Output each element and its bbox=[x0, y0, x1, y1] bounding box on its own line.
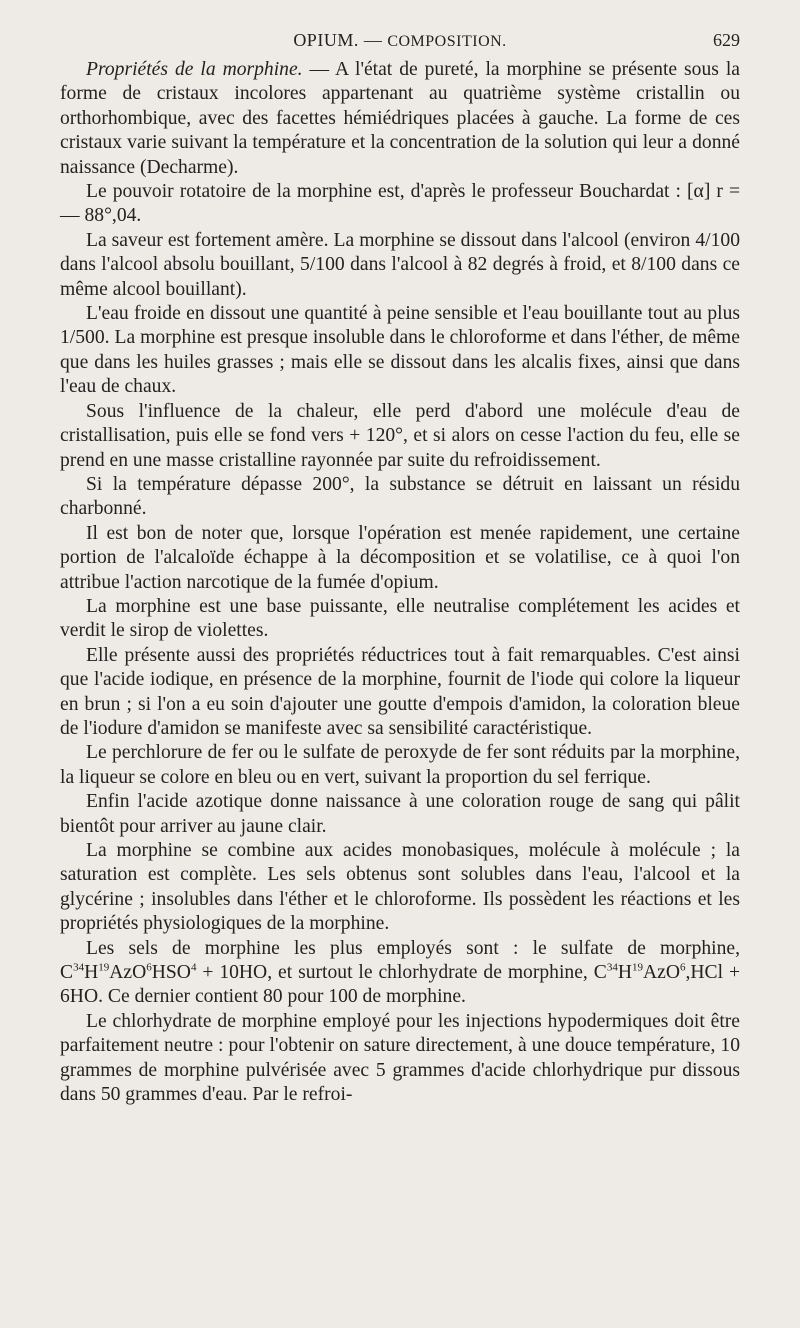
paragraph-temperature bbox=[60, 473, 740, 522]
paragraph-text: La morphine se combine aux acides monobasiques, molécule à molécule ; la saturation est complète. Les sels obtenus sont solubles dans l'eau, l'alcool et la glycérine ; insolubles dans l'éther et le chloroforme. Ils possèdent les réactions et les propriétés physiologiques de la morphine. bbox=[60, 840, 740, 935]
paragraph-text: La saveur est fortement amère. La morphine se dissout dans l'alcool (environ 4/100 dans l'alcool absolu bouillant, 5/100 dans l'alcool à 82 degrés à froid, et 8/100 dans ce même alcool bouillant). bbox=[60, 229, 740, 300]
paragraph-text: Elle présente aussi des propriétés réductrices tout à fait remarquables. C'est ainsi que l'acide iodique, en présence de la morphine, fournit de l'iode qui colore la liqueur en brun ; si l'on a eu soin d'ajouter une goutte d'empois d'amidon, la coloration bleue de l'iodure d'amidon se manifeste avec sa sensibilité caractéristique. bbox=[60, 644, 740, 739]
paragraph-text: Le chlorhydrate de morphine employé pour les injections hypodermiques doit être parfaitement neutre : pour l'obtenir on sature directement, à une douce température, 10 grammes de morphine pulvérisée avec 5 grammes d'acide chlorhydrique pur dissous dans 50 grammes d'eau. Par le refroi- bbox=[60, 1010, 740, 1106]
paragraph-text: Le pouvoir rotatoire de la morphine est, d'après le professeur Bouchardat : bbox=[86, 181, 688, 203]
paragraph-chlorhydrate-preparation bbox=[60, 1010, 740, 1108]
paragraph-text: Les sels de morphine les plus employés sont : le sulfate de morphine, bbox=[86, 937, 740, 959]
paragraph-morphine-properties bbox=[60, 58, 740, 180]
paragraph-rotatory-power bbox=[60, 180, 740, 229]
paragraph-text: — A l'état de pureté, la morphine se présente sous la forme de cristaux incolores appartenant au quatrième système cristallin ou orthorhombique, avec des facettes hémiédriques placées à gauche. La forme de ces cristaux varie suivant la température et la concentration de la solution qui leur a donné naissance (Decharme). bbox=[60, 59, 740, 178]
running-header bbox=[60, 24, 740, 56]
running-title-section: COMPOSITION. bbox=[387, 33, 507, 50]
paragraph-salts bbox=[60, 839, 740, 937]
chlorhydrate-formula: $C^{34}H^{19}AzO^6,HCl + 6HO$ bbox=[60, 961, 740, 1008]
paragraph-text: Si la température dépasse 200°, la substance se détruit en laissant un résidu charbonné. bbox=[60, 473, 740, 520]
paragraph-text: Enfin l'acide azotique donne naissance à une coloration rouge de sang qui pâlit bientôt pour arriver au jaune clair. bbox=[60, 791, 740, 837]
paragraph-text: Le perchlorure de fer ou le sulfate de peroxyde de fer sont réduits par la morphine, la liqueur se colore en bleu ou en vert, suivant la proportion du sel ferrique. bbox=[60, 742, 740, 788]
paragraph-taste-solubility bbox=[60, 229, 740, 302]
paragraph-text: . Ce dernier contient 80 pour 100 de morphine. bbox=[98, 986, 466, 1008]
sulfate-formula: $C^{34}H^{19}AzO^6HSO^4 + 10HO$ bbox=[60, 961, 268, 984]
paragraph-base bbox=[60, 595, 740, 644]
page-number: 629 bbox=[713, 30, 740, 50]
section-heading: Propriétés de la morphine. bbox=[86, 59, 303, 80]
paragraph-text: Il est bon de noter que, lorsque l'opération est menée rapidement, une certaine portion de l'alcaloïde échappe à la décomposition et se volatilise, ce à quoi l'on attribue l'action narcotique de la fumée d'opium. bbox=[60, 522, 740, 593]
running-title bbox=[60, 30, 740, 51]
paragraph-water-solubility bbox=[60, 302, 740, 400]
paragraph-text: L'eau froide en dissout une quantité à peine sensible et l'eau bouillante tout au plus 1/500. La morphine est presque insoluble dans le chloroforme et dans l'éther, de même que dans les huiles grasses ; mais elle se dissout dans les alcalis fixes, ainsi que dans l'eau de chaux. bbox=[60, 303, 740, 398]
paragraph-text: La morphine est une base puissante, elle neutralise complétement les acides et verdit le sirop de violettes. bbox=[60, 595, 740, 642]
paragraph-iron-salts bbox=[60, 741, 740, 790]
paragraph-common-salts bbox=[60, 937, 740, 1010]
paragraph-text: , et surtout le chlorhydrate de morphine, bbox=[267, 962, 594, 984]
rotatory-power-formula: [α] r = — 88°,04. bbox=[60, 181, 740, 227]
paragraph-text: Sous l'influence de la chaleur, elle perd d'abord une molécule d'eau de cristallisation, puis elle se fond vers + 120°, et si alors on cesse l'action du feu, elle se prend en une masse cristalline rayonnée par suite du refroidissement. bbox=[60, 400, 740, 471]
paragraph-volatilization bbox=[60, 522, 740, 595]
paragraph-reducing-properties bbox=[60, 644, 740, 742]
body-text bbox=[60, 58, 740, 1107]
paragraph-heat bbox=[60, 400, 740, 473]
running-title-main: OPIUM. — bbox=[293, 30, 388, 50]
paragraph-nitric-acid bbox=[60, 790, 740, 839]
